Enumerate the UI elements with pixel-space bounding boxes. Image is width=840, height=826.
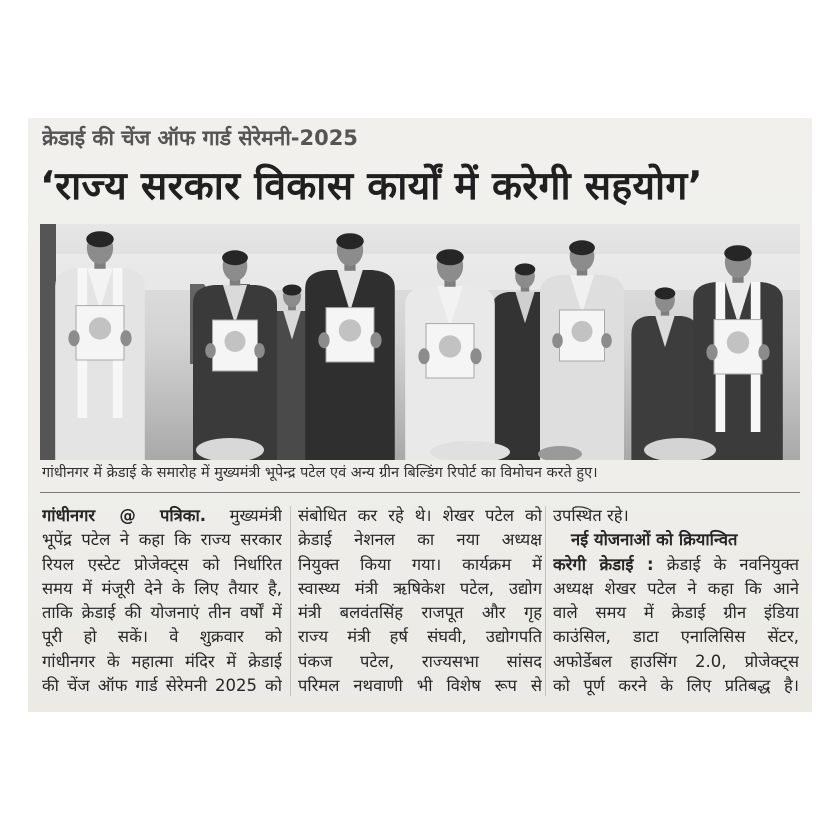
report-cover-graphic <box>89 317 111 339</box>
report-cover-graphic <box>339 319 361 341</box>
caption-divider <box>40 492 800 493</box>
article-line: संबोधित कर रहे थे। शेखर पटेल को <box>298 506 542 525</box>
dateline: गांधीनगर @ पत्रिका. <box>42 506 206 525</box>
news-photo <box>40 224 800 460</box>
person-hair <box>336 233 364 249</box>
report-cover-graphic <box>225 331 246 352</box>
subheading-continued: करेगी क्रेडाई : <box>553 554 654 574</box>
headline: ‘राज्य सरकार विकास कार्यों में करेगी सहयोग’ <box>40 164 703 209</box>
article-line: पूरी हो सकें। वे शुक्रवार को <box>42 627 282 647</box>
article-line: नियुक्त किया गया। कार्यक्रम में <box>298 554 542 574</box>
article-line: भूपेंद्र पटेल ने कहा कि राज्य सरकार <box>42 530 282 550</box>
article-column-3 <box>553 504 799 700</box>
article-line: स्वास्थ्य मंत्री ऋषिकेश पटेल, उद्योग <box>298 578 542 598</box>
person-hair <box>436 249 464 265</box>
person-hand <box>552 333 563 348</box>
article-column-1 <box>42 504 282 700</box>
person-hair <box>655 287 676 299</box>
article-line <box>42 504 282 528</box>
article-line: को पूर्ण करने के लिए प्रतिबद्ध है। <box>553 676 799 696</box>
person-hand <box>370 332 381 348</box>
column-divider <box>545 506 546 696</box>
article-line: ताकि क्रेडाई की योजनाएं तीन वर्षों में <box>42 603 282 623</box>
article-line <box>553 553 799 577</box>
column-divider <box>290 506 291 696</box>
article-column-2 <box>298 504 542 700</box>
person-hand <box>205 343 216 358</box>
article-line: राज्य मंत्री हर्ष संघवी, उद्योगपति <box>298 627 542 647</box>
article-line: अफोर्डेबल हाउसिंग 2.0, प्रोजेक्ट्स <box>553 651 799 671</box>
photo-caption: गांधीनगर में क्रेडाई के समारोह में मुख्यमंत्री भूपेन्द्र पटेल एवं अन्य ग्रीन बिल्डिंग रिपोर्ट का विमोचन करते हुए। <box>42 465 598 481</box>
person-hand <box>758 344 769 360</box>
article-line: मंत्री बलवंतसिंह राजपूत और गृह <box>298 603 542 623</box>
newspaper-clipping <box>28 118 812 712</box>
article-line: परिमल नथवाणी भी विशेष रूप से <box>298 676 542 696</box>
article-line: की चेंज ऑफ गार्ड सेरेमनी 2025 को <box>42 676 282 696</box>
stage-edge <box>40 224 56 460</box>
person-hair <box>86 231 114 247</box>
article-line: अध्यक्ष शेखर पटेल ने कहा कि आने <box>553 578 799 598</box>
article-line: क्रेडाई नेशनल का नया अध्यक्ष <box>298 530 542 550</box>
person-hand <box>120 330 131 346</box>
report-cover-graphic <box>572 321 593 342</box>
article-line: रियल एस्टेट प्रोजेक्ट्स को निर्धारित <box>42 554 282 574</box>
person-hand <box>601 333 612 348</box>
person-hand <box>706 344 717 360</box>
report-cover-graphic <box>727 331 749 353</box>
subheading: नई योजनाओं को क्रियान्वित <box>571 530 738 550</box>
person-hair <box>283 284 302 295</box>
article-line: पंकज पटेल, राज्यसभा सांसद <box>298 651 542 671</box>
person-hand <box>418 348 429 364</box>
person-hair <box>724 245 752 261</box>
person-hair <box>222 250 248 265</box>
article-line: समय में मंजूरी देने के लिए तैयार है, <box>42 578 282 598</box>
person-hand <box>318 332 329 348</box>
article-line: गांधीनगर के महात्मा मंदिर में क्रेडाई <box>42 651 282 671</box>
report-cover-graphic <box>439 335 461 357</box>
article-line: वाले समय में क्रेडाई ग्रीन इंडिया <box>553 603 799 623</box>
news-photo-graphic <box>40 224 800 460</box>
person-hand <box>254 343 265 358</box>
person-hand <box>470 348 481 364</box>
line-text: मुख्यमंत्री <box>205 506 282 525</box>
article-line: काउंसिल, डाटा एनालिसिस सेंटर, <box>553 627 799 647</box>
backdrop-band <box>40 254 800 290</box>
person-hand <box>68 330 79 346</box>
line-text: क्रेडाई के नवनियुक्त <box>653 554 799 574</box>
person-hair <box>569 240 595 255</box>
person-hair <box>515 263 536 275</box>
article-line: उपस्थित रहे। <box>553 506 629 525</box>
kicker-line: क्रेडाई की चेंज ऑफ गार्ड सेरेमनी-2025 <box>42 126 358 150</box>
